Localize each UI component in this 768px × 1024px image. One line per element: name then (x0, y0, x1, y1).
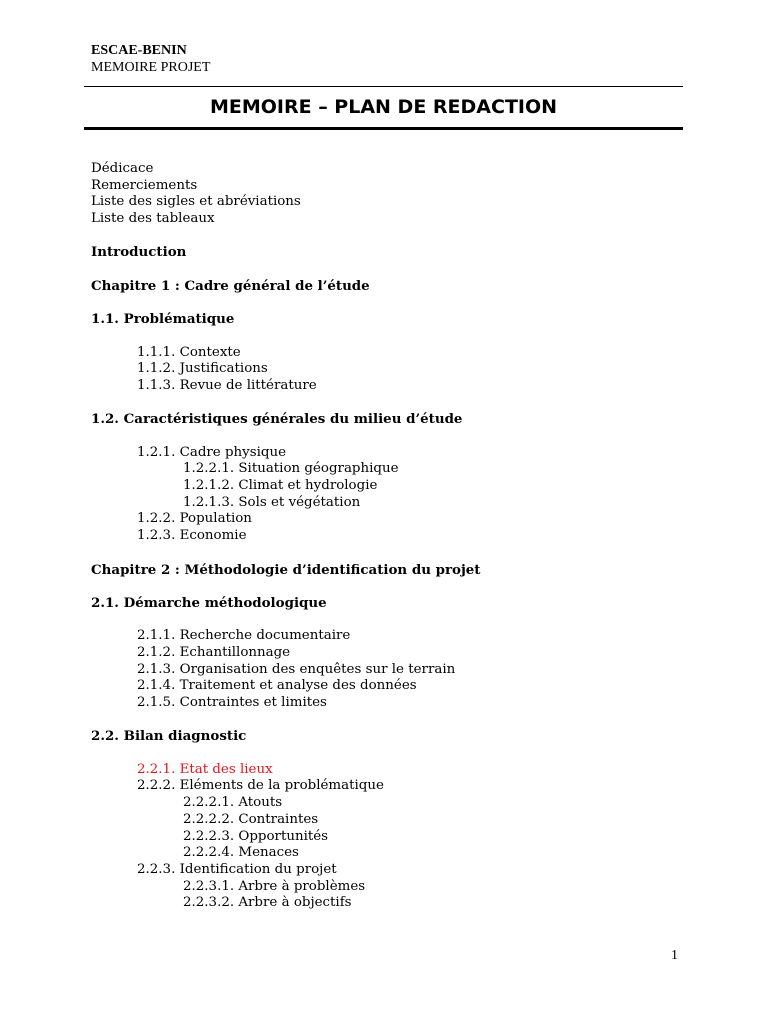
toc-item: 1.2.3. Economie (137, 528, 247, 544)
title-top-rule (84, 86, 683, 87)
toc-item: 2.1.1. Recherche documentaire (137, 628, 351, 644)
toc-item: 2.2.3. Identification du projet (137, 861, 337, 877)
toc-subitem: 2.2.2.3. Opportunités (183, 828, 329, 844)
toc-chapter-2: Chapitre 2 : Méthodologie d’identification du projet (91, 561, 481, 578)
toc-item-remerciements: Remerciements (91, 177, 198, 193)
toc-subitem: 2.2.2.2. Contraintes (183, 811, 319, 827)
toc-item: 1.1.1. Contexte (137, 344, 241, 360)
toc-chapter-1: Chapitre 1 : Cadre général de l’étude (91, 277, 370, 294)
document-subtitle: MEMOIRE PROJET (91, 60, 211, 75)
institution-name: ESCAE-BENIN (91, 43, 187, 58)
page-header (91, 42, 210, 76)
toc-item: 1.2.1. Cadre physique (137, 444, 287, 460)
toc-section-1-2: 1.2. Caractéristiques générales du milieu d’étude (91, 411, 463, 428)
page-title: MEMOIRE – PLAN DE REDACTION (209, 96, 558, 118)
toc-heading-introduction: Introduction (91, 244, 187, 261)
toc-subitem: 1.2.2.1. Situation géographique (183, 461, 399, 477)
toc-section-2-2: 2.2. Bilan diagnostic (91, 728, 247, 745)
toc-item: 2.1.5. Contraintes et limites (137, 695, 327, 710)
toc-subitem: 2.2.2.4. Menaces (183, 845, 299, 861)
toc-subitem: 2.2.3.1. Arbre à problèmes (183, 878, 366, 894)
toc-item: 1.1.2. Justifications (137, 361, 268, 377)
toc-section-1-1: 1.1. Problématique (91, 311, 235, 328)
toc-item-highlighted: 2.2.1. Etat des lieux (137, 761, 273, 777)
toc-item: 2.2.2. Eléments de la problématique (137, 778, 384, 794)
table-of-contents (91, 161, 691, 912)
toc-item: 1.1.3. Revue de littérature (137, 377, 317, 393)
toc-item: 2.1.2. Echantillonnage (137, 644, 291, 660)
toc-item-dedicace: Dédicace (91, 161, 154, 176)
toc-section-2-1: 2.1. Démarche méthodologique (91, 594, 327, 611)
toc-item-sigles: Liste des sigles et abréviations (91, 194, 301, 210)
toc-subitem: 1.2.1.2. Climat et hydrologie (183, 478, 378, 494)
toc-subitem: 2.2.2.1. Atouts (183, 795, 283, 811)
toc-subitem: 2.2.3.2. Arbre à objectifs (183, 895, 352, 911)
title-bottom-rule (84, 127, 683, 130)
toc-subitem: 1.2.1.3. Sols et végétation (183, 494, 361, 510)
toc-item-tableaux: Liste des tableaux (91, 211, 215, 227)
page-number: 1 (671, 948, 678, 963)
toc-item: 2.1.3. Organisation des enquêtes sur le terrain (137, 661, 456, 677)
toc-item: 1.2.2. Population (137, 511, 252, 527)
toc-item: 2.1.4. Traitement et analyse des données (137, 678, 417, 694)
